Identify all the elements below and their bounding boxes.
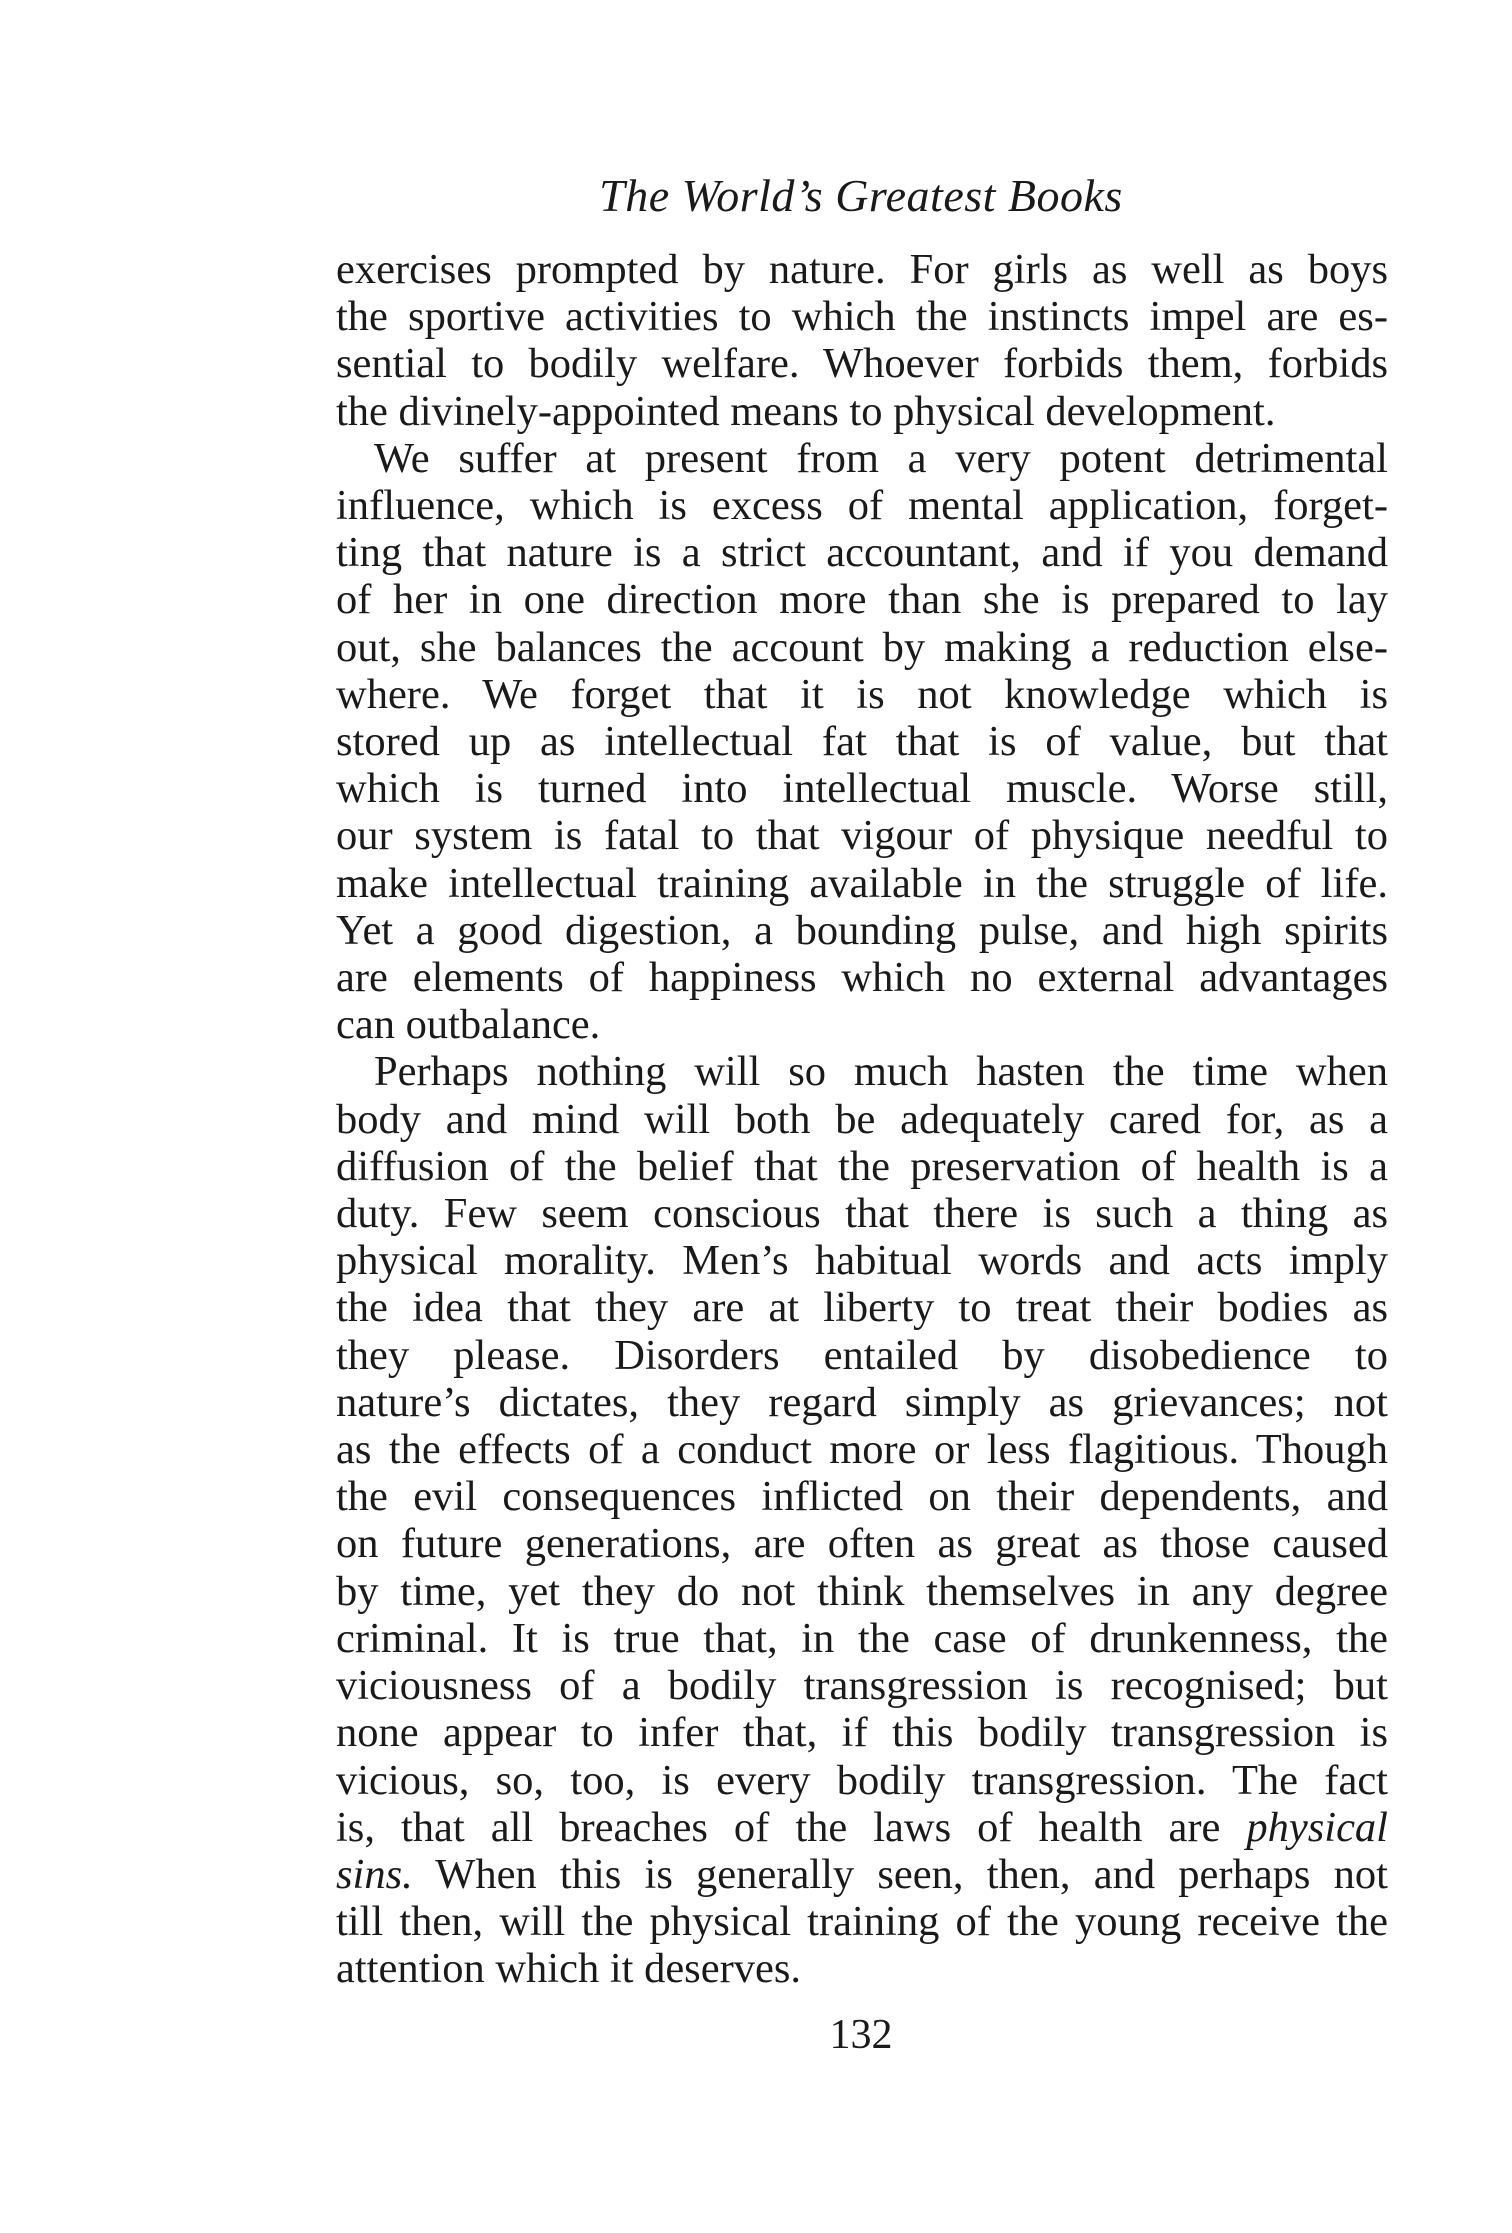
text-line: by time, yet they do not think themselves in any degree [336, 1567, 1388, 1615]
text-line: ting that nature is a strict accountant, and if you demand [336, 529, 1388, 577]
text-line: on future generations, are often as great as those caused [336, 1520, 1388, 1568]
emphasis: physical [1246, 1803, 1388, 1851]
text-line: they please. Disorders entailed by disobedience to [336, 1331, 1388, 1379]
text-line: the evil consequences inflicted on their dependents, and [336, 1473, 1388, 1521]
text-line: body and mind will both be adequately cared for, as a [336, 1095, 1388, 1143]
text-line: diffusion of the belief that the preservation of health is a [336, 1142, 1388, 1190]
text-line: where. We forget that it is not knowledge which is [336, 670, 1388, 718]
emphasis: sins. [336, 1850, 413, 1898]
text-line: the idea that they are at liberty to treat their bodies as [336, 1284, 1388, 1332]
paragraph [336, 1048, 1388, 1992]
text-line: sential to bodily welfare. Whoever forbids them, forbids [336, 340, 1388, 388]
text-line: the sportive activities to which the instincts impel are es- [336, 293, 1388, 341]
text-line: our system is fatal to that vigour of physique needful to [336, 812, 1388, 860]
text-line: attention which it deserves. [336, 1945, 802, 1993]
text-line: none appear to infer that, if this bodily transgression is [336, 1709, 1388, 1757]
text-line: physical morality. Men’s habitual words and acts imply [336, 1237, 1388, 1285]
text-line: which is turned into intellectual muscle. Worse still, [336, 765, 1388, 813]
text-line: stored up as intellectual fat that is of value, but that [336, 718, 1388, 766]
text-line: viciousness of a bodily transgression is recognised; but [336, 1662, 1388, 1710]
paragraph [336, 435, 1388, 1049]
text-line: is, that all breaches of the laws of health are physical [336, 1803, 1388, 1851]
text-line: sins. When this is generally seen, then, and perhaps not [336, 1850, 1388, 1898]
text-line: nature’s dictates, they regard simply as grievances; not [336, 1378, 1388, 1426]
text-line: are elements of happiness which no external advantages [336, 954, 1388, 1002]
text-line: can outbalance. [336, 1001, 601, 1049]
page-number: 132 [829, 2012, 893, 2058]
paragraph [336, 246, 1388, 435]
text-line: exercises prompted by nature. For girls as well as boys [336, 246, 1388, 293]
text-line: of her in one direction more than she is prepared to lay [336, 576, 1388, 624]
text-line: out, she balances the account by making a reduction else- [336, 623, 1388, 671]
text-line: Perhaps nothing will so much hasten the time when [374, 1048, 1388, 1096]
text-line: as the effects of a conduct more or less flagitious. Though [336, 1426, 1388, 1474]
text-line: duty. Few seem conscious that there is such a thing as [336, 1190, 1388, 1238]
text-line: We suffer at present from a very potent detrimental [374, 434, 1388, 482]
running-head: The World’s Greatest Books [599, 170, 1123, 221]
text-line: influence, which is excess of mental application, forget- [336, 482, 1388, 530]
body-text [336, 246, 1388, 1993]
text-line: Yet a good digestion, a bounding pulse, and high spirits [336, 906, 1388, 954]
text-line: till then, will the physical training of the young receive the [336, 1898, 1388, 1946]
text-line: vicious, so, too, is every bodily transgression. The fact [336, 1756, 1388, 1804]
text-line: criminal. It is true that, in the case of drunkenness, the [336, 1614, 1388, 1662]
text-line: the divinely-appointed means to physical development. [336, 387, 1276, 435]
text-line: make intellectual training available in the struggle of life. [336, 859, 1388, 907]
